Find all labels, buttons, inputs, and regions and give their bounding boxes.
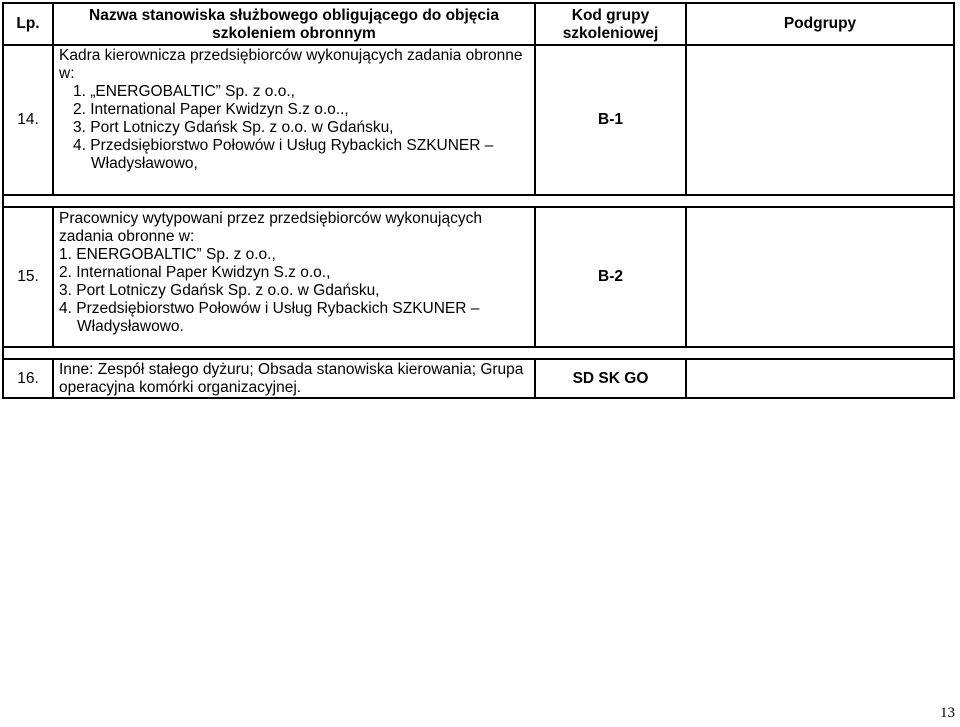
list-item: Władysławowo, <box>91 155 198 172</box>
training-group-code: B-1 <box>535 45 686 195</box>
table-row <box>3 207 954 347</box>
header-name: Nazwa stanowiska służbowego obligującego do objęcia szkoleniem obronnym <box>53 3 535 45</box>
header-lp: Lp. <box>3 3 53 45</box>
list-item: 2. International Paper Kwidzyn S.z o.o.., <box>73 101 349 118</box>
training-group-code: SD SK GO <box>535 359 686 398</box>
positions-table <box>2 2 955 399</box>
table-row <box>3 359 954 398</box>
subgroups-cell <box>686 359 954 398</box>
row-number: 14. <box>3 45 53 195</box>
header-subgroups: Podgrupy <box>686 3 954 45</box>
list-item: 3. Port Lotniczy Gdańsk Sp. z o.o. w Gdańsku, <box>73 119 394 136</box>
position-name <box>53 207 535 347</box>
list-item: 3. Port Lotniczy Gdańsk Sp. z o.o. w Gdańsku, <box>59 282 380 299</box>
page-number: 13 <box>940 705 955 721</box>
subgroups-cell <box>686 207 954 347</box>
row-number: 16. <box>3 359 53 398</box>
list-item: 1. „ENERGOBALTIC” Sp. z o.o., <box>73 83 295 100</box>
header-row <box>3 3 954 45</box>
list-item: 4. Przedsiębiorstwo Połowów i Usług Rybackich SZKUNER – <box>73 137 494 154</box>
list-item: 4. Przedsiębiorstwo Połowów i Usług Rybackich SZKUNER – <box>59 300 480 317</box>
position-intro: Kadra kierownicza przedsiębiorców wykonujących zadania obronne w: <box>59 47 523 82</box>
table-row <box>3 45 954 195</box>
training-group-code: B-2 <box>535 207 686 347</box>
subgroups-cell <box>686 45 954 195</box>
list-item: 1. ENERGOBALTIC” Sp. z o.o., <box>59 246 276 263</box>
list-item: Władysławowo. <box>77 318 184 335</box>
row-separator <box>3 347 954 359</box>
position-intro: Inne: Zespół stałego dyżuru; Obsada stanowiska kierowania; Grupa operacyjna komórki organizacyjnej. <box>59 361 524 396</box>
header-code: Kod grupy szkoleniowej <box>535 3 686 45</box>
list-item: 2. International Paper Kwidzyn S.z o.o., <box>59 264 331 281</box>
position-name <box>53 359 535 398</box>
row-separator <box>3 195 954 207</box>
row-number: 15. <box>3 207 53 347</box>
position-name <box>53 45 535 195</box>
position-intro: Pracownicy wytypowani przez przedsiębiorców wykonujących zadania obronne w: <box>59 210 482 245</box>
